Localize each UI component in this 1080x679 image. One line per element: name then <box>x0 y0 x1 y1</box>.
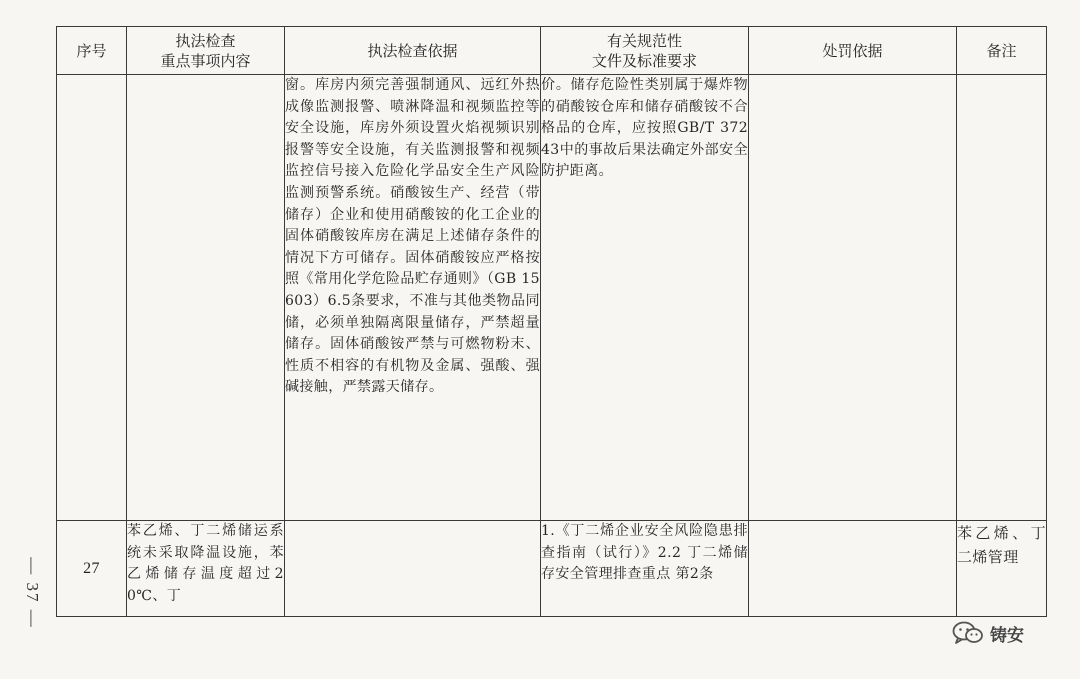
cell-note: 苯乙烯、丁二烯管理 <box>957 521 1047 617</box>
cell-standards: 价。储存危险性类别属于爆炸物的硝酸铵仓库和储存硝酸铵不合格品的仓库，应按照GB/T 37243中的事故后果法确定外部安全防护距离。 <box>541 75 749 521</box>
cell-seq: 27 <box>57 521 127 617</box>
cell-basis: 窗。库房内须完善强制通风、远红外热成像监测报警、喷淋降温和视频监控等安全设施，库房外须设置火焰视频识别报警等安全设施，有关监测报警和视频监控信号接入危险化学品安全生产风险监测预警系统。硝酸铵生产、经营（带储存）企业和使用硝酸铵的化工企业的固体硝酸铵库房在满足上述储存条件的情况下方可储存。固体硝酸铵应严格按照《常用化学危险品贮存通则》（GB 15603）6.5条要求，不准与其他类物品同储，必须单独隔离限量储存，严禁超量储存。固体硝酸铵严禁与可燃物粉末、性质不相容的有机物及金属、强酸、强碱接触，严禁露天储存。 <box>285 75 541 521</box>
header-note: 备注 <box>957 27 1047 75</box>
page-number: — 37 — <box>23 557 42 629</box>
cell-penalty <box>749 75 957 521</box>
cell-item: 苯乙烯、丁二烯储运系统未采取降温设施，苯乙烯储存温度超过20℃、丁 <box>127 521 285 617</box>
cell-seq <box>57 75 127 521</box>
table-row <box>57 521 1047 617</box>
header-penalty: 处罚依据 <box>749 27 957 75</box>
watermark <box>952 618 1024 648</box>
cell-penalty <box>749 521 957 617</box>
header-basis: 执法检查依据 <box>285 27 541 75</box>
cell-item <box>127 75 285 521</box>
cell-basis <box>285 521 541 617</box>
watermark-text: 铸安 <box>990 625 1024 646</box>
header-seq: 序号 <box>57 27 127 75</box>
cell-standards: 1.《丁二烯企业安全风险隐患排查指南（试行）》2.2 丁二烯储存安全管理排查重点 第2条 <box>541 521 749 617</box>
header-standards: 有关规范性 文件及标准要求 <box>541 27 749 75</box>
cell-note <box>957 75 1047 521</box>
enforcement-table <box>56 26 1047 617</box>
header-item: 执法检查 重点事项内容 <box>127 27 285 75</box>
wechat-icon <box>952 620 984 646</box>
table-row <box>57 75 1047 521</box>
table-header-row <box>57 27 1047 75</box>
